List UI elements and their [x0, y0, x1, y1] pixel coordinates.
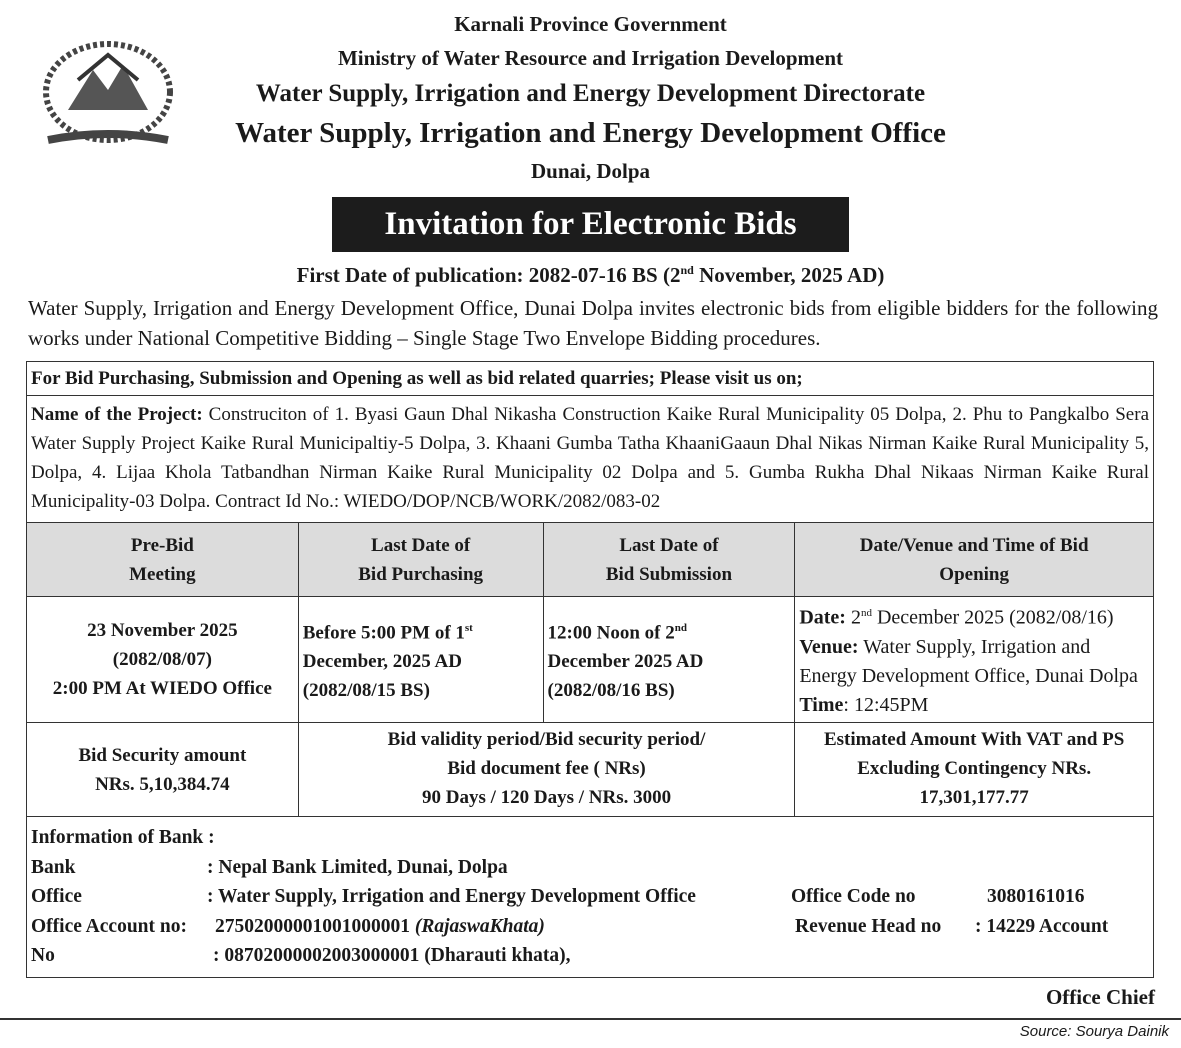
header-opening: Date/Venue and Time of Bid Opening: [795, 523, 1154, 597]
header-submission: Last Date of Bid Submission: [543, 523, 795, 597]
prebid-meeting: 23 November 2025 (2082/08/07) 2:00 PM At WIEDO Office: [27, 597, 299, 723]
header-purchasing: Last Date of Bid Purchasing: [298, 523, 543, 597]
header-prebid: Pre-Bid Meeting: [27, 523, 299, 597]
visit-line: For Bid Purchasing, Submission and Opening as well as bid related quarries; Please visit us on;: [27, 362, 1154, 396]
signature-office-chief: Office Chief: [1045, 985, 1155, 1009]
bid-validity: Bid validity period/Bid security period/ Bid document fee ( NRs) 90 Days / 120 Days / NRs. 3000: [298, 723, 795, 817]
source-credit: Source: Sourya Dainik: [1019, 1023, 1169, 1040]
bid-purchasing-date: Before 5:00 PM of 1st December, 2025 AD (2082/08/15 BS): [298, 597, 543, 723]
intro-paragraph: Water Supply, Irrigation and Energy Development Office, Dunai Dolpa invites electronic bids from eligible bidders for the following works under National Competitive Bidding – Single Stage Two Envelope Bidding procedures.: [28, 296, 1158, 350]
office-name: Water Supply, Irrigation and Energy Development Office: [235, 117, 946, 149]
bottom-rule: [0, 1018, 1181, 1020]
project-description: Name of the Project: Construciton of 1. Byasi Gaun Dhal Nikasha Construction Kaike Rural Municipality 05 Dolpa, 2. Phu to Pangkalbo Sera Water Supply Project Kaike Rural Municipaltiy-5 Dolpa, 3. Khaani Gumba Tatha KhaaniGaaun Dhal Nikas Nirman Kaike Rural Municipality 5, Dolpa, 4. Lijaa Khola Tatbandhan Nirman Kaike Rural Municipality 02 Dolpa and 5. Gumba Rukha Dhal Nikaas Nirman Kaike Rural Municipality-03 Dolpa. Contract Id No.: WIEDO/DOP/NCB/WORK/2082/083-02: [27, 396, 1154, 523]
directorate-name: Water Supply, Irrigation and Energy Development Directorate: [255, 80, 926, 107]
bid-security-amount: Bid Security amount NRs. 5,10,384.74: [27, 723, 299, 817]
bid-opening-details: Date: 2nd December 2025 (2082/08/16) Venue: Water Supply, Irrigation and Energy Development Office, Dunai Dolpa Time: 12:45PM: [795, 597, 1154, 723]
bid-submission-date: 12:00 Noon of 2nd December 2025 AD (2082/08/16 BS): [543, 597, 795, 723]
bank-information: Information of Bank : Bank : Nepal Bank Limited, Dunai, Dolpa Office : Water Supply, Irrigation and Energy Development Office Office Code no 3080161016 Office Account no: 27502000001001000001 (RajaswaKhata) Revenue Head no : 14229 Account No : 08702000002003000001 (Dharauti khata),: [27, 817, 1154, 978]
publication-date: First Date of publication: 2082-07-16 BS (2nd November, 2025 AD): [296, 263, 885, 287]
government-name: Karnali Province Government: [454, 12, 727, 36]
estimated-amount: Estimated Amount With VAT and PS Excluding Contingency NRs. 17,301,177.77: [795, 723, 1154, 817]
ministry-name: Ministry of Water Resource and Irrigation Development: [337, 46, 844, 70]
office-location: Dunai, Dolpa: [530, 159, 651, 183]
notice-title: Invitation for Electronic Bids: [332, 197, 849, 252]
bid-details-table: [26, 361, 1154, 978]
